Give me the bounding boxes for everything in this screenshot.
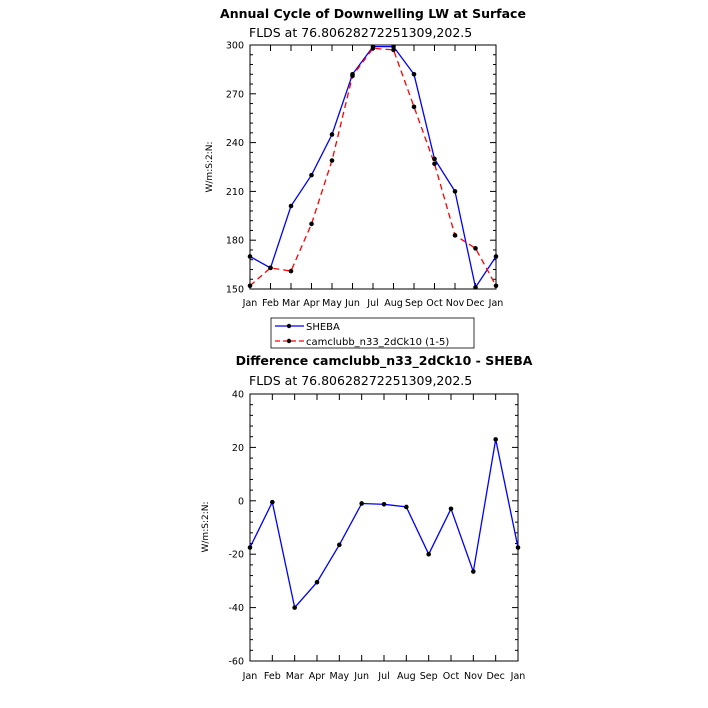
data-point bbox=[516, 545, 521, 550]
data-point bbox=[371, 46, 376, 51]
x-tick-label: Nov bbox=[445, 298, 465, 309]
x-tick-label: Apr bbox=[303, 298, 320, 309]
x-tick-label: Oct bbox=[442, 671, 460, 682]
x-tick-label: Feb bbox=[262, 298, 279, 309]
data-point bbox=[494, 283, 499, 288]
data-point bbox=[391, 48, 396, 53]
y-tick-label: 240 bbox=[225, 138, 244, 150]
data-point bbox=[473, 285, 478, 290]
x-tick-label: Mar bbox=[282, 298, 300, 309]
legend-marker-sheba bbox=[287, 324, 291, 328]
axis-ticks bbox=[226, 41, 503, 310]
data-point bbox=[453, 189, 458, 194]
data-point bbox=[337, 543, 342, 548]
series-line-0 bbox=[250, 439, 518, 607]
data-point bbox=[248, 283, 253, 288]
series-line-0 bbox=[250, 47, 496, 288]
x-tick-label: Jun bbox=[345, 298, 360, 309]
data-point bbox=[315, 580, 320, 585]
data-point bbox=[330, 158, 335, 163]
panel-annual-cycle bbox=[205, 6, 526, 348]
data-point bbox=[359, 501, 364, 506]
y-tick-label: 180 bbox=[225, 235, 244, 247]
x-tick-label: Aug bbox=[384, 298, 403, 309]
data-point bbox=[432, 157, 437, 162]
chart-title: Annual Cycle of Downwelling LW at Surface bbox=[220, 6, 526, 21]
data-point bbox=[432, 161, 437, 166]
x-tick-label: Dec bbox=[466, 298, 485, 309]
x-tick-label: Apr bbox=[308, 671, 326, 682]
data-point bbox=[453, 233, 458, 238]
y-tick-label: -60 bbox=[228, 656, 244, 668]
data-point bbox=[412, 105, 417, 110]
legend-label-model: camclubb_n33_2dCk10 (1-5) bbox=[306, 337, 450, 348]
x-tick-label: Jan bbox=[242, 671, 258, 682]
data-point bbox=[309, 173, 314, 178]
x-tick-label: Jul bbox=[378, 671, 390, 682]
x-tick-label: Jul bbox=[367, 298, 379, 309]
y-axis-label: W/m:S:2:N: bbox=[205, 141, 215, 193]
data-point bbox=[382, 502, 387, 507]
x-tick-label: Feb bbox=[263, 671, 281, 682]
data-point bbox=[268, 266, 273, 271]
data-point bbox=[404, 505, 409, 510]
data-point bbox=[289, 269, 294, 274]
data-point bbox=[350, 74, 355, 79]
chart-subtitle: FLDS at 76.80628272251309,202.5 bbox=[249, 25, 473, 40]
data-point bbox=[248, 254, 253, 259]
y-tick-label: 150 bbox=[225, 284, 244, 296]
x-tick-label: Dec bbox=[486, 671, 505, 682]
y-tick-label: 40 bbox=[231, 389, 244, 401]
x-tick-label: Jan bbox=[488, 298, 504, 309]
x-tick-label: May bbox=[322, 298, 342, 309]
x-tick-label: Sep bbox=[405, 298, 423, 309]
data-point bbox=[449, 507, 454, 512]
x-tick-label: Jan bbox=[510, 671, 526, 682]
x-tick-label: Jun bbox=[354, 671, 370, 682]
x-tick-label: Oct bbox=[426, 298, 443, 309]
chart-title: Difference camclubb_n33_2dCk10 - SHEBA bbox=[235, 353, 533, 368]
data-point bbox=[292, 605, 297, 610]
x-tick-label: Jan bbox=[242, 298, 258, 309]
axis-ticks bbox=[228, 390, 525, 683]
y-axis-label: W/m:S:2:N: bbox=[201, 501, 211, 553]
plot-frame bbox=[250, 394, 518, 661]
y-tick-label: 20 bbox=[231, 442, 244, 454]
x-tick-label: May bbox=[329, 671, 350, 682]
series-line-1 bbox=[250, 48, 496, 285]
y-tick-label: 300 bbox=[225, 40, 244, 52]
x-tick-label: Mar bbox=[285, 671, 304, 682]
chart-subtitle: FLDS at 76.80628272251309,202.5 bbox=[249, 373, 473, 388]
x-tick-label: Sep bbox=[419, 671, 438, 682]
x-tick-label: Nov bbox=[464, 671, 483, 682]
panel-difference bbox=[201, 353, 533, 682]
legend-label-sheba: SHEBA bbox=[306, 322, 340, 333]
legend-marker-model bbox=[287, 339, 291, 343]
series-layer bbox=[248, 437, 521, 610]
plot-frame bbox=[250, 45, 496, 289]
data-point bbox=[270, 500, 275, 505]
data-point bbox=[330, 132, 335, 137]
legend bbox=[271, 318, 474, 348]
y-tick-label: -40 bbox=[228, 603, 244, 615]
data-point bbox=[494, 254, 499, 259]
data-point bbox=[248, 545, 253, 550]
data-point bbox=[426, 552, 431, 557]
data-point bbox=[309, 222, 314, 227]
data-point bbox=[471, 569, 476, 574]
y-tick-label: 210 bbox=[225, 186, 244, 198]
x-tick-label: Aug bbox=[397, 671, 416, 682]
y-tick-label: 0 bbox=[237, 496, 244, 508]
y-tick-label: -20 bbox=[228, 549, 244, 561]
series-layer bbox=[248, 44, 499, 289]
data-point bbox=[412, 72, 417, 77]
y-tick-label: 270 bbox=[225, 89, 244, 101]
data-point bbox=[289, 204, 294, 209]
data-point bbox=[493, 437, 498, 442]
data-point bbox=[473, 246, 478, 251]
